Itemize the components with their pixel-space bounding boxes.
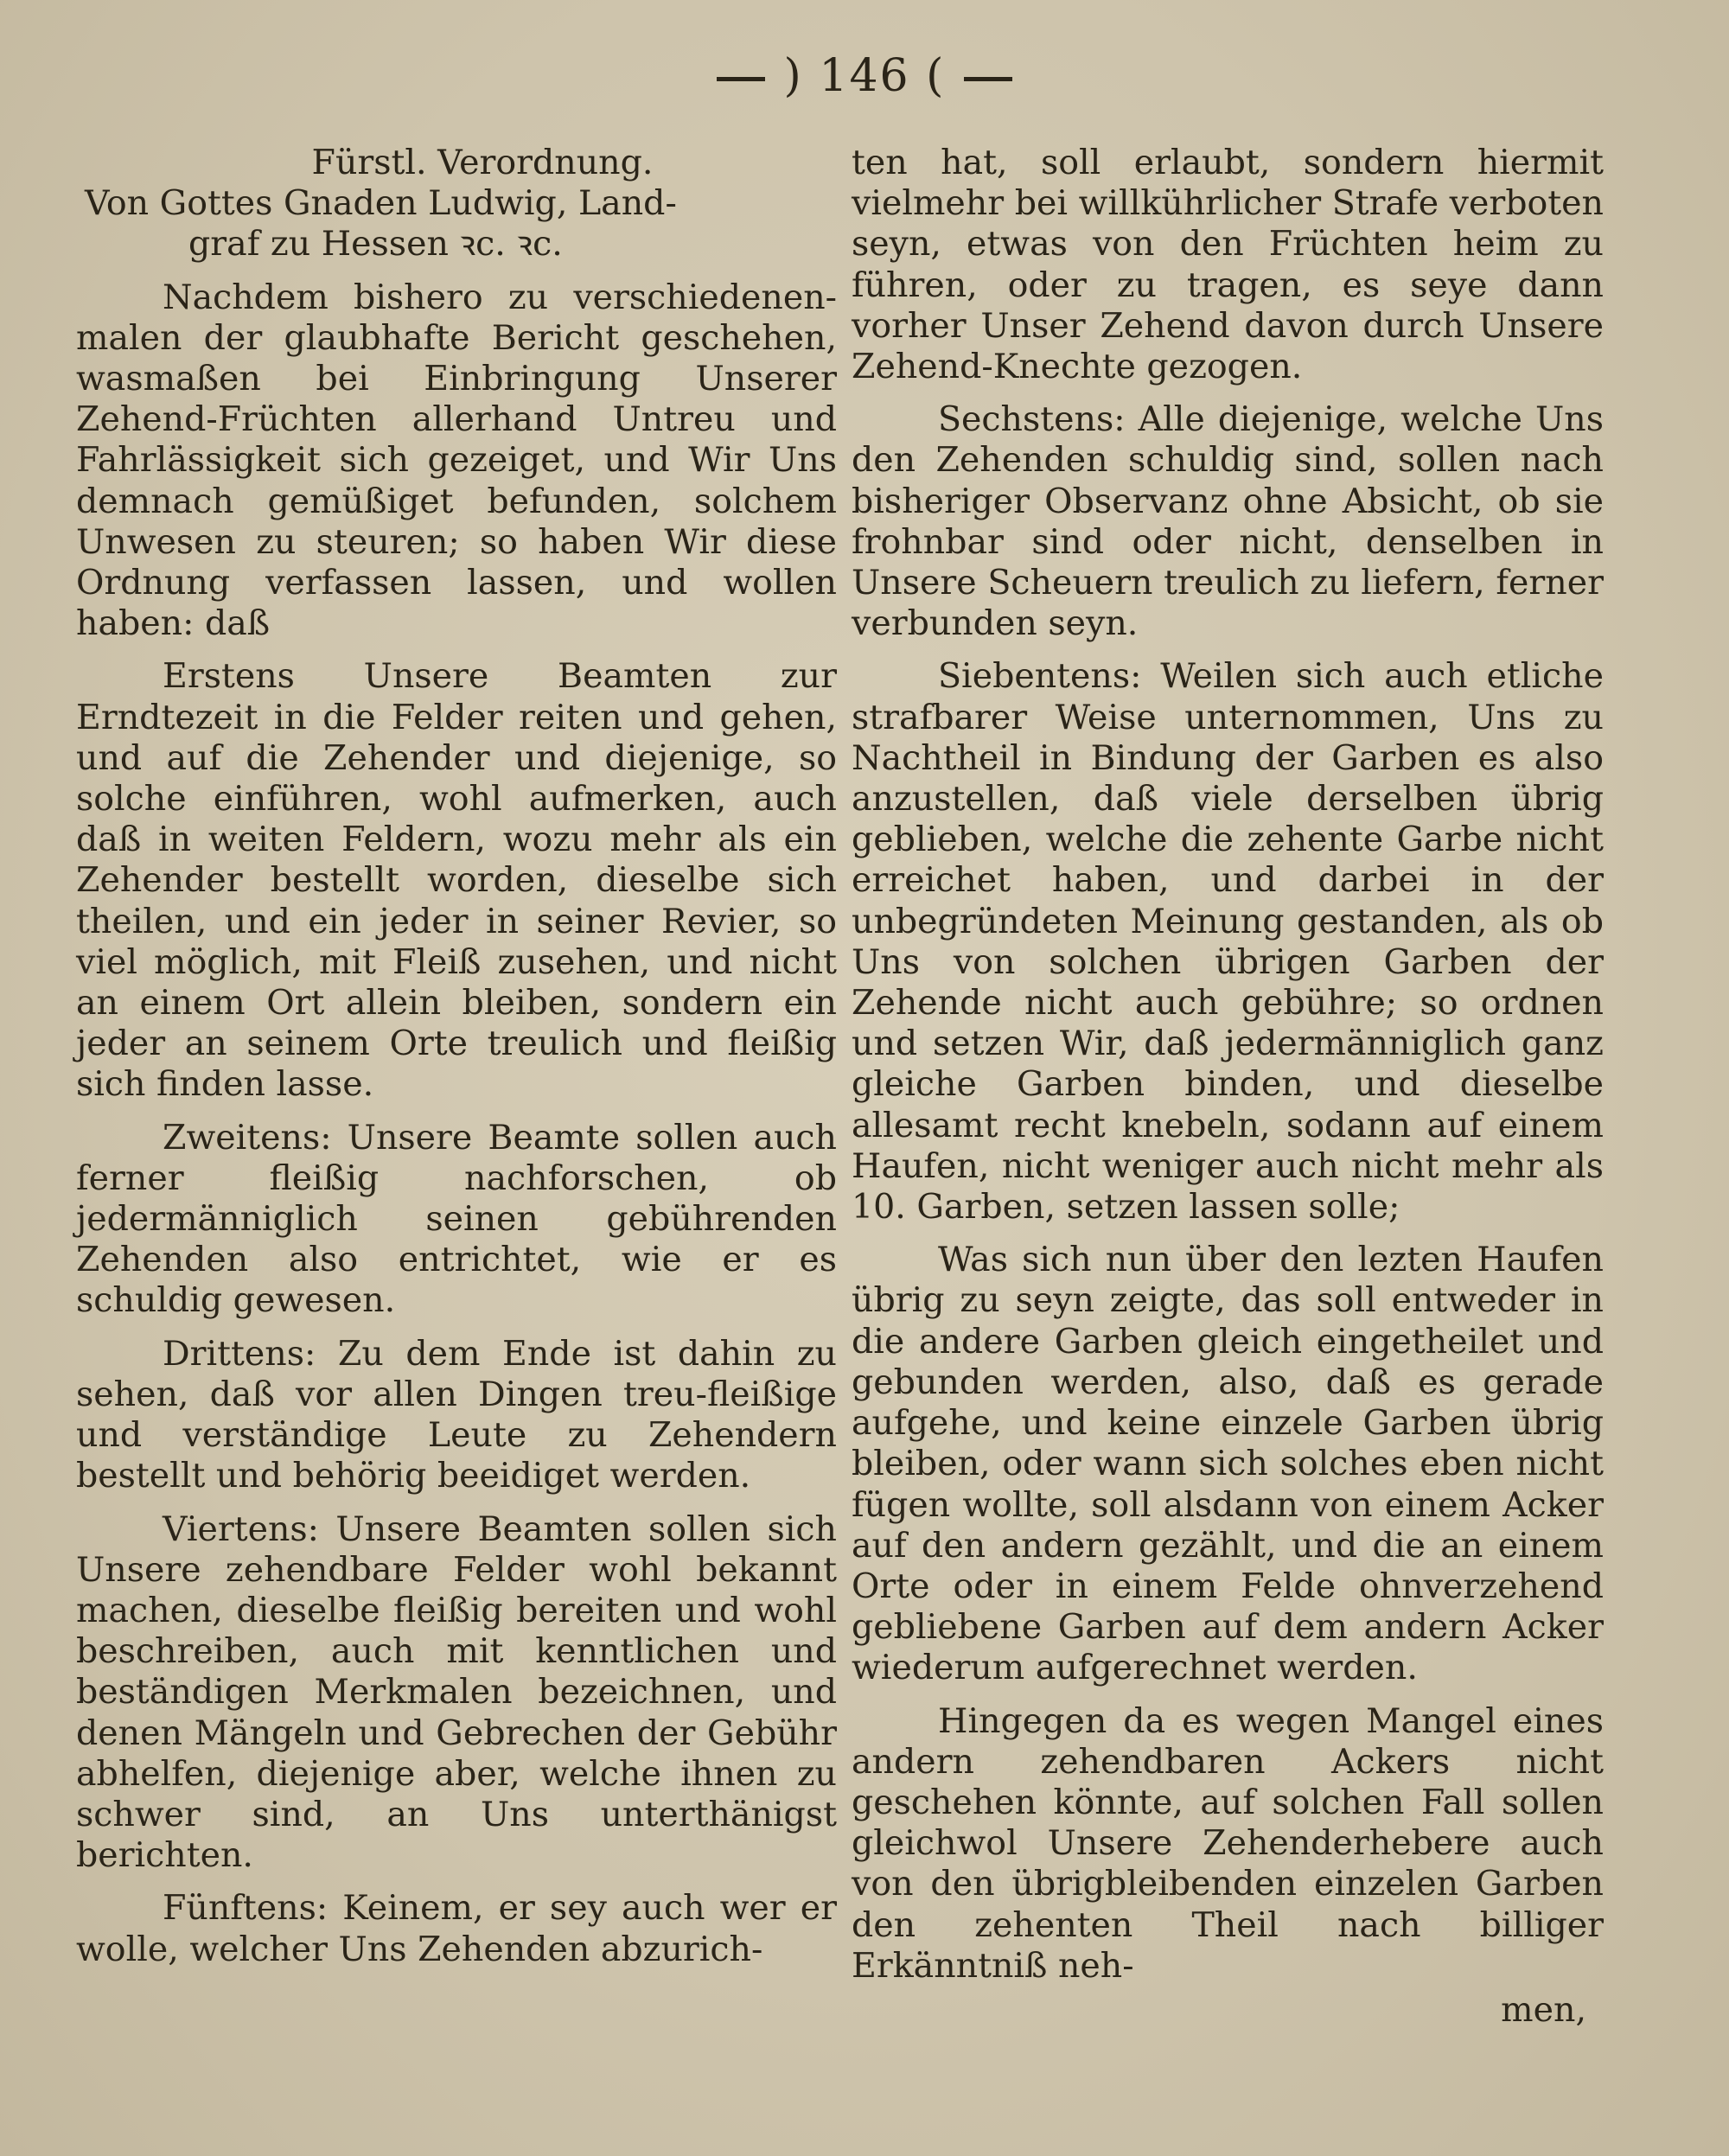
paragraph-was-sich: Was sich nun über den lezten Haufen übrig zu seyn zeigte, das soll entweder in die andere Garben gleich eingetheilet und gebunden werden, also, daß es gerade aufgehe, und keine einzele Garben übrig bleiben, oder wann sich solches eben nicht fügen wollte, soll alsdann von einem Acker auf den andern gezählt, und die an einem Orte oder in einem Felde ohnverzehend gebliebene Garben auf dem andern Acker wiederum aufgerechnet werden. — [852, 1240, 1604, 1688]
left-column — [76, 143, 837, 1970]
page-number: ) 146 ( — [783, 50, 946, 102]
decree-title: Fürstl. Verordnung. — [311, 143, 654, 182]
right-column — [852, 143, 1604, 2031]
paragraph-erstens: Erstens Unsere Beamten zur Erndtezeit in die Felder reiten und gehen, und auf die Zehender und diejenige, so solche einführen, wohl aufmerken, auch daß in weiten Feldern, wozu mehr als ein Zehender bestellt worden, dieselbe sich theilen, und ein jeder in seiner Revier, so viel möglich, mit Fleiß zusehen, und nicht an einem Ort allein bleiben, sondern ein jeder an seinem Orte treulich und fleißig sich finden lasse. — [76, 656, 837, 1105]
header-rule-left — [717, 77, 765, 81]
paragraph-drittens: Drittens: Zu dem Ende ist dahin zu sehen, daß vor allen Dingen treu-fleißige und verständige Leute zu Zehendern bestellt und behörig beeidiget werden. — [76, 1333, 837, 1496]
paragraph-fuenftens-continued: ten hat, soll erlaubt, sondern hiermit vielmehr bei willkührlicher Strafe verboten seyn, etwas von den Früchten heim zu führen, oder zu tragen, es seye dann vorher Unser Zehend davon durch Unsere Zehend-Knechte gezogen. — [852, 143, 1604, 387]
paragraph-viertens: Viertens: Unsere Beamten sollen sich Unsere zehendbare Felder wohl bekannt machen, dieselbe fleißig bereiten und wohl beschreiben, auch mit kenntlichen und beständigen Merkmalen bezeichnen, und denen Mängeln und Gebrechen der Gebühr abhelfen, diejenige aber, welche ihnen zu schwer sind, an Uns unterthänigst berichten. — [76, 1509, 837, 1876]
header-rule-right — [964, 77, 1012, 81]
decree-intro-line-2: graf zu Hessen ꝛc. ꝛc. — [188, 224, 563, 265]
paragraph-fuenftens: Fünftens: Keinem, er sey auch wer er wolle, welcher Uns Zehenden abzurich- — [76, 1888, 837, 1969]
paragraph-zweitens: Zweitens: Unsere Beamte sollen auch ferner fleißig nachforschen, ob jedermänniglich seinen gebührenden Zehenden also entrichtet, wie er es schuldig gewesen. — [76, 1117, 837, 1321]
decree-intro-line-1: Von Gottes Gnaden Ludwig, Land- — [85, 183, 677, 224]
page-header — [0, 50, 1729, 102]
paragraph-sechstens: Sechstens: Alle diejenige, welche Uns den Zehenden schuldig sind, sollen nach bisheriger Observanz ohne Absicht, ob sie frohnbar sind oder nicht, denselben in Unsere Scheuern treulich zu liefern, ferner verbunden seyn. — [852, 399, 1604, 644]
paragraph-hingegen: Hingegen da es wegen Mangel eines andern zehendbaren Ackers nicht geschehen könnte, auf solchen Fall sollen gleichwol Unsere Zehenderhebere auch von den übrigbleibenden einzelen Garben den zehenten Theil nach billiger Erkänntniß neh- — [852, 1700, 1604, 1986]
catchword: men, — [1501, 1989, 1586, 2030]
paragraph-preamble: Nachdem bishero zu verschiedenen-malen der glaubhafte Bericht geschehen, wasmaßen bei Einbringung Unserer Zehend-Früchten allerhand Untreu und Fahrlässigkeit sich gezeiget, und Wir Uns demnach gemüßiget befunden, solchem Unwesen zu steuren; so haben Wir diese Ordnung verfassen lassen, und wollen haben: daß — [76, 277, 837, 644]
paragraph-siebentens: Siebentens: Weilen sich auch etliche strafbarer Weise unternommen, Uns zu Nachtheil in Bindung der Garben es also anzustellen, daß viele derselben übrig geblieben, welche die zehente Garbe nicht erreichet haben, und darbei in der unbegründeten Meinung gestanden, als ob Uns von solchen übrigen Garben der Zehende nicht auch gebühre; so ordnen und setzen Wir, daß jedermänniglich ganz gleiche Garben binden, und dieselbe allesamt recht knebeln, sodann auf einem Haufen, nicht weniger auch nicht mehr als 10. Garben, setzen lassen solle; — [852, 656, 1604, 1228]
